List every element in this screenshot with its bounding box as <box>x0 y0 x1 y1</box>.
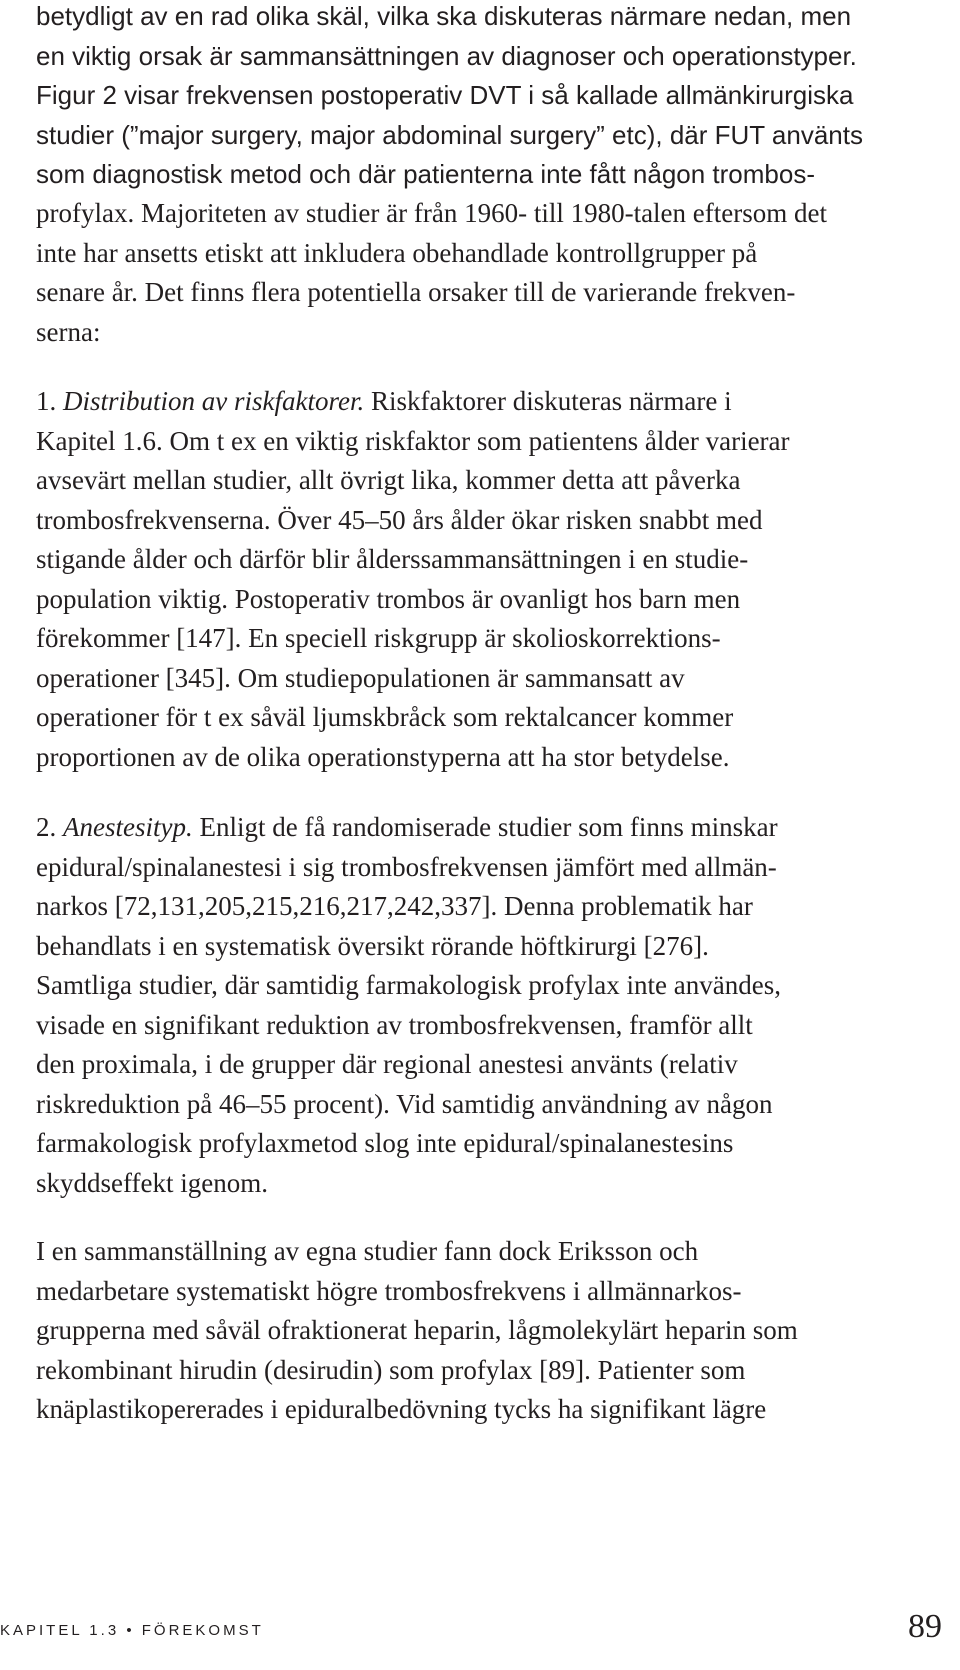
text-line: profylax. Majoriteten av studier är från 1960- till 1980-talen eftersom det <box>36 198 827 228</box>
text-line: knäplastikopererades i epiduralbedövning tycks ha signifikant lägre <box>36 1394 767 1424</box>
text-line: stigande ålder och därför blir ålderssammansättningen i en studie- <box>36 544 749 574</box>
text-line: operationer [345]. Om studiepopulationen är sammansatt av <box>36 662 685 693</box>
intro-paragraph-continued <box>36 194 936 352</box>
text-line: visade en signifikant reduktion av trombosfrekvensen, framför allt <box>36 1009 753 1040</box>
text-line: betydligt av en rad olika skäl, vilka ska diskuteras närmare nedan, men <box>36 1 852 31</box>
item-heading: Anestesityp. <box>63 812 193 842</box>
item-heading: Distribution av riskfaktorer. <box>63 386 365 416</box>
text-line: I en sammanställning av egna studier fann dock Eriksson och <box>36 1236 699 1266</box>
text-segment: Enligt de få randomiserade studier som finns minskar <box>199 812 778 842</box>
text-line: riskreduktion på 46–55 procent). Vid samtidig användning av någon <box>36 1088 773 1119</box>
list-number: 1. <box>36 386 57 416</box>
running-footer-chapter: KAPITEL 1.3 • FÖREKOMST <box>0 1622 264 1639</box>
text-line: epidural/spinalanestesi i sig trombosfrekvensen jämfört med allmän- <box>36 851 777 882</box>
text-line: serna: <box>36 316 101 347</box>
text-line: grupperna med såväl ofraktionerat heparin, lågmolekylärt heparin som <box>36 1315 798 1345</box>
text-line: behandlats i en systematisk översikt rörande höftkirurgi [276]. <box>36 930 709 961</box>
list-number: 2. <box>36 812 57 842</box>
text-line: senare år. Det finns flera potentiella orsaker till de varierande frekven- <box>36 277 796 307</box>
text-line: inte har ansetts etiskt att inkludera obehandlade kontrollgrupper på <box>36 237 758 268</box>
text-line: rekombinant hirudin (desirudin) som profylax [89]. Patienter som <box>36 1354 746 1385</box>
text-line: som diagnostisk metod och där patienterna inte fått någon trombos- <box>36 159 815 189</box>
text-line: medarbetare systematiskt högre trombosfrekvens i allmännarkos- <box>36 1275 742 1306</box>
text-line: operationer för t ex såväl ljumskbråck som rektalcancer kommer <box>36 702 734 732</box>
list-item-first-line <box>36 382 936 422</box>
text-line: trombosfrekvenserna. Över 45–50 års ålder ökar risken snabbt med <box>36 504 763 535</box>
text-line: studier (”major surgery, major abdominal surgery” etc), där FUT använts <box>36 119 863 150</box>
final-paragraph <box>36 1232 936 1430</box>
text-line: den proximala, i de grupper där regional anestesi använts (relativ <box>36 1049 738 1079</box>
list-item-1 <box>36 382 936 777</box>
text-line: Figur 2 visar frekvensen postoperativ DVT i så kallade allmänkirurgiska <box>36 80 854 110</box>
text-line: förekommer [147]. En speciell riskgrupp är skolioskorrektions- <box>36 623 721 653</box>
text-line: farmakologisk profylaxmetod slog inte epidural/spinalanestesins <box>36 1128 734 1158</box>
text-line: Kapitel 1.6. Om t ex en viktig riskfaktor som patientens ålder varierar <box>36 425 790 456</box>
text-segment: Riskfaktorer diskuteras närmare i <box>371 386 732 416</box>
text-line: population viktig. Postoperativ trombos är ovanligt hos barn men <box>36 583 741 614</box>
page-number: 89 <box>908 1608 942 1645</box>
list-item-2 <box>36 808 936 1203</box>
text-line: narkos [72,131,205,215,216,217,242,337]. Denna problematik har <box>36 891 753 921</box>
list-item-first-line <box>36 808 936 848</box>
text-line: avsevärt mellan studier, allt övrigt lika, kommer detta att påverka <box>36 465 741 495</box>
intro-paragraph <box>36 0 936 195</box>
text-line: proportionen av de olika operationstyperna att ha stor betydelse. <box>36 741 730 772</box>
text-line: Samtliga studier, där samtidig farmakologisk profylax inte användes, <box>36 970 781 1000</box>
text-line: en viktig orsak är sammansättningen av diagnoser och operationstyper. <box>36 40 857 71</box>
text-line: skyddseffekt igenom. <box>36 1167 268 1198</box>
